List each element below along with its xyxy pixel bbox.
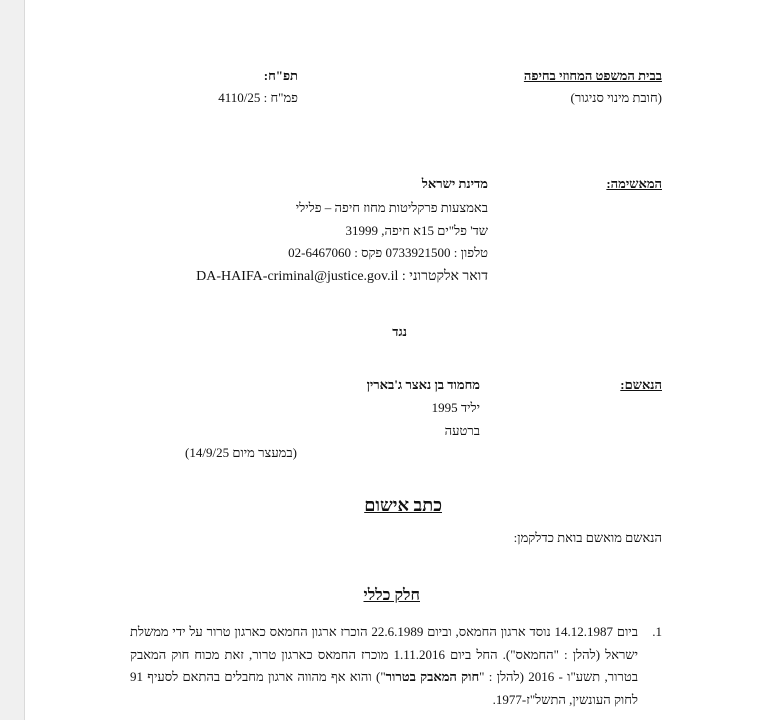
- prosecution-name: מדינת ישראל: [421, 176, 488, 191]
- prosecution-address: שד' פל"ים 15א חיפה, 31999: [345, 223, 488, 238]
- prosecution-role: המאשימה:: [606, 176, 662, 191]
- email-address[interactable]: DA-HAIFA-criminal@justice.gov.il: [196, 269, 399, 284]
- paragraph-1-text-part2: ") והוא אף מהווה ארגון מחבלים בהתאם לסעיף 91 לחוק העונשין, התשל"ז-1977.: [130, 669, 638, 707]
- defendant-born: יליד 1995: [431, 400, 480, 415]
- page-edge: [24, 0, 25, 720]
- defendant-town: ברטעה: [444, 423, 480, 438]
- court-subtitle: (חובת מינוי סניגור): [570, 90, 662, 105]
- page-margin: [0, 0, 24, 720]
- document-title: כתב אישום: [364, 495, 442, 515]
- section-title: חלק כללי: [363, 587, 420, 604]
- paragraph-1-text-part1: ביום 14.12.1987 נוסד ארגון החמאס, וביום 22.6.1989 הוכרז ארגון החמאס כארגון טרור על ידי ממשלת ישראל (להלן : "החמאס"). החל ביום 1.11.2016 מוכרז החמאס כארגון טרור, זאת מכוח חוק המאבק בטרור, תשע"ו - 2016 (להלן : ": [130, 624, 638, 684]
- intro-line: הנאשם מואשם בואת כדלקמן:: [513, 530, 662, 545]
- defendant-role: הנאשם:: [620, 377, 662, 392]
- paragraph-1-text: [130, 621, 638, 711]
- prosecution-via: באמצעות פרקליטות מחוז חיפה – פלילי: [295, 200, 488, 215]
- email-label: דואר אלקטרוני :: [401, 269, 488, 284]
- case-number: פמ"ח : 4110/25: [218, 90, 298, 105]
- defendant-custody: (במעצר מיום 14/9/25): [185, 445, 297, 460]
- case-label: תפ"ח:: [263, 68, 298, 83]
- paragraph-1-bold-term: חוק המאבק בטרור: [385, 669, 480, 684]
- prosecution-email-line: [196, 269, 488, 285]
- court-name: בבית המשפט המחוזי בחיפה: [523, 68, 662, 83]
- paragraph-1: [130, 621, 662, 711]
- versus-label: נגד: [392, 324, 407, 339]
- paragraph-number: 1.: [652, 624, 662, 639]
- defendant-name: מחמוד בן נאצר ג'בארין: [366, 377, 480, 392]
- prosecution-phone: טלפון : 0733921500 פקס : 02-6467060: [288, 245, 488, 260]
